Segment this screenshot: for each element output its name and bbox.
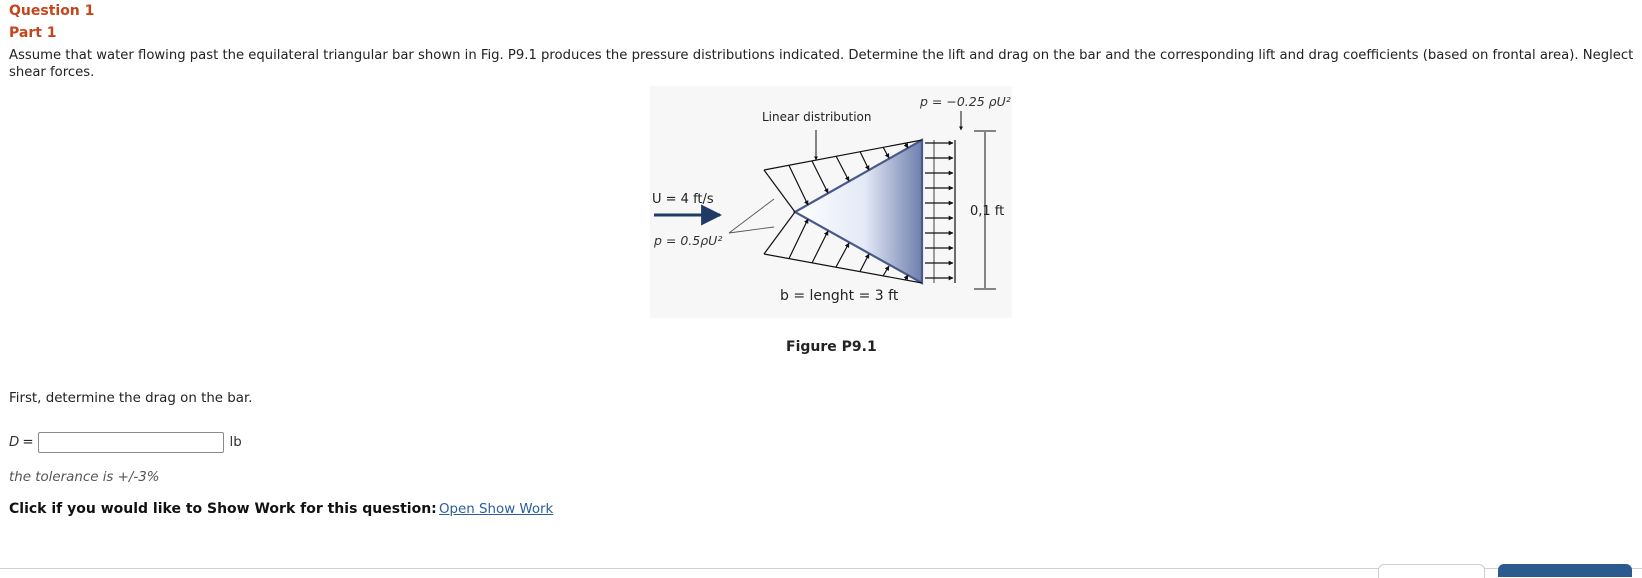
velocity-label: U = 4 ft/s [652, 192, 714, 207]
show-work-label: Click if you would like to Show Work for this question: [9, 501, 437, 517]
answer-equals: = [22, 435, 34, 450]
answer-unit: lb [229, 435, 242, 450]
part-prompt: First, determine the drag on the bar. [9, 391, 253, 406]
linear-distribution-label: Linear distribution [762, 110, 872, 124]
answer-variable: D [9, 435, 20, 450]
front-pressure-label: p = 0.5ρU² [654, 233, 723, 248]
figure-caption: Figure P9.1 [786, 339, 877, 355]
height-label: 0,1 ft [970, 204, 1005, 219]
part-title: Part 1 [9, 25, 57, 41]
top-pressure-label: p = −0.25 ρU² [920, 94, 1011, 109]
question-title: Question 1 [9, 3, 95, 19]
primary-action-button[interactable] [1498, 564, 1632, 577]
figure-p9-1 [650, 86, 1012, 318]
drag-answer-input[interactable] [38, 432, 224, 453]
length-label: b = lenght = 3 ft [780, 288, 899, 304]
answer-row [9, 432, 242, 453]
tolerance-note: the tolerance is +/-3% [9, 470, 160, 485]
secondary-action-button[interactable] [1378, 564, 1485, 578]
question-text: Assume that water flowing past the equilateral triangular bar shown in Fig. P9.1 produces the pressure distributions indicated. Determine the lift and drag on the bar and the corresponding lift and drag coefficients (based on frontal area). Neglect shear forces. [9, 48, 1634, 80]
open-show-work-link[interactable]: Open Show Work [439, 502, 554, 517]
